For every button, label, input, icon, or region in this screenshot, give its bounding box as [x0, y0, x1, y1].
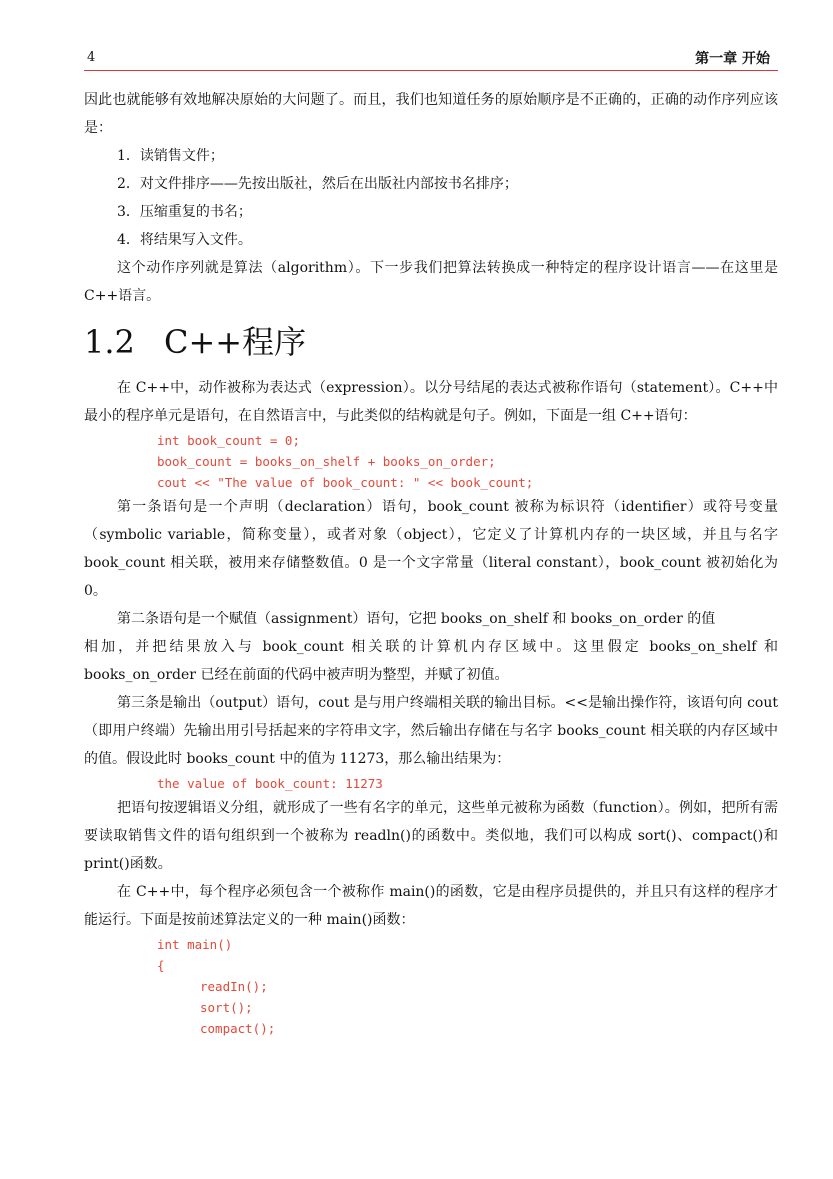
code-line: book_count = books_on_shelf + books_on_order; [157, 454, 496, 469]
paragraph: 第一条语句是一个声明（declaration）语句，book_count 被称为标识符（identifier）或符号变量（symbolic variable，简称变量），或者对象（object），它定义了计算机内存的一块区域，并且与名字 book_count 相关联，被用来存储整数值。0 是一个文字常量（literal constant），book_count 被初始化为 0。 [84, 499, 778, 599]
paragraph: 这个动作序列就是算法（algorithm）。下一步我们把算法转换成一种特定的程序设计语言——在这里是 C++语言。 [84, 260, 778, 304]
section-title: C++程序 [164, 323, 307, 361]
paragraph: 把语句按逻辑语义分组，就形成了一些有名字的单元，这些单元被称为函数（function）。例如，把所有需要读取销售文件的语句组织到一个被称为 readln()的函数中。类似地，我们可以构成 sort()、compact()和 print()函数。 [84, 800, 778, 872]
code-line: int book_count = 0; [157, 433, 300, 448]
page-number: 4 [87, 50, 96, 65]
list-item: 3．压缩重复的书名； [117, 204, 252, 220]
code-line: cout << "The value of book_count: " << book_count; [157, 475, 534, 490]
page-header [84, 46, 778, 71]
chapter-title: 第一章 开始 [695, 51, 770, 67]
paragraph: 在 C++中，每个程序必须包含一个被称作 main()的函数，它是由程序员提供的，并且只有这样的程序才能运行。下面是按前述算法定义的一种 main()函数： [84, 884, 778, 928]
page-body [84, 86, 778, 1039]
code-line: compact(); [200, 1021, 276, 1036]
paragraph: 因此也就能够有效地解决原始的大问题了。而且，我们也知道任务的原始顺序是不正确的，正确的动作序列应该是： [84, 92, 778, 136]
section-number: 1.2 [84, 323, 135, 361]
code-output: the value of book_count: 11273 [157, 776, 383, 791]
paragraph: 在 C++中，动作被称为表达式（expression）。以分号结尾的表达式被称作语句（statement）。C++中最小的程序单元是语句，在自然语言中，与此类似的结构就是句子。例如，下面是一组 C++语句： [84, 380, 778, 424]
paragraph: 第三条是输出（output）语句，cout 是与用户终端相关联的输出目标。<<是输出操作符，该语句向 cout（即用户终端）先输出用引号括起来的字符串文字，然后输出存储在与名字 books_count 相关联的内存区域中的值。假设此时 books_count 中的值为 11273，那么输出结果为： [84, 695, 778, 767]
list-item: 1．读销售文件； [117, 148, 224, 164]
code-line: int main() [157, 937, 233, 952]
list-item: 4．将结果写入文件。 [117, 232, 252, 248]
list-item: 2．对文件排序——先按出版社，然后在出版社内部按书名排序； [117, 176, 518, 192]
section-heading [84, 320, 778, 364]
paragraph: 相加，并把结果放入与 book_count 相关联的计算机内存区域中。这里假定 books_on_shelf 和 books_on_order 已经在前面的代码中被声明为整型，并赋了初值。 [84, 639, 778, 683]
paragraph: 第二条语句是一个赋值（assignment）语句，它把 books_on_shelf 和 books_on_order 的值 [117, 611, 716, 627]
code-line: sort(); [200, 1000, 253, 1015]
code-line: { [157, 958, 165, 973]
code-line: readIn(); [200, 979, 268, 994]
